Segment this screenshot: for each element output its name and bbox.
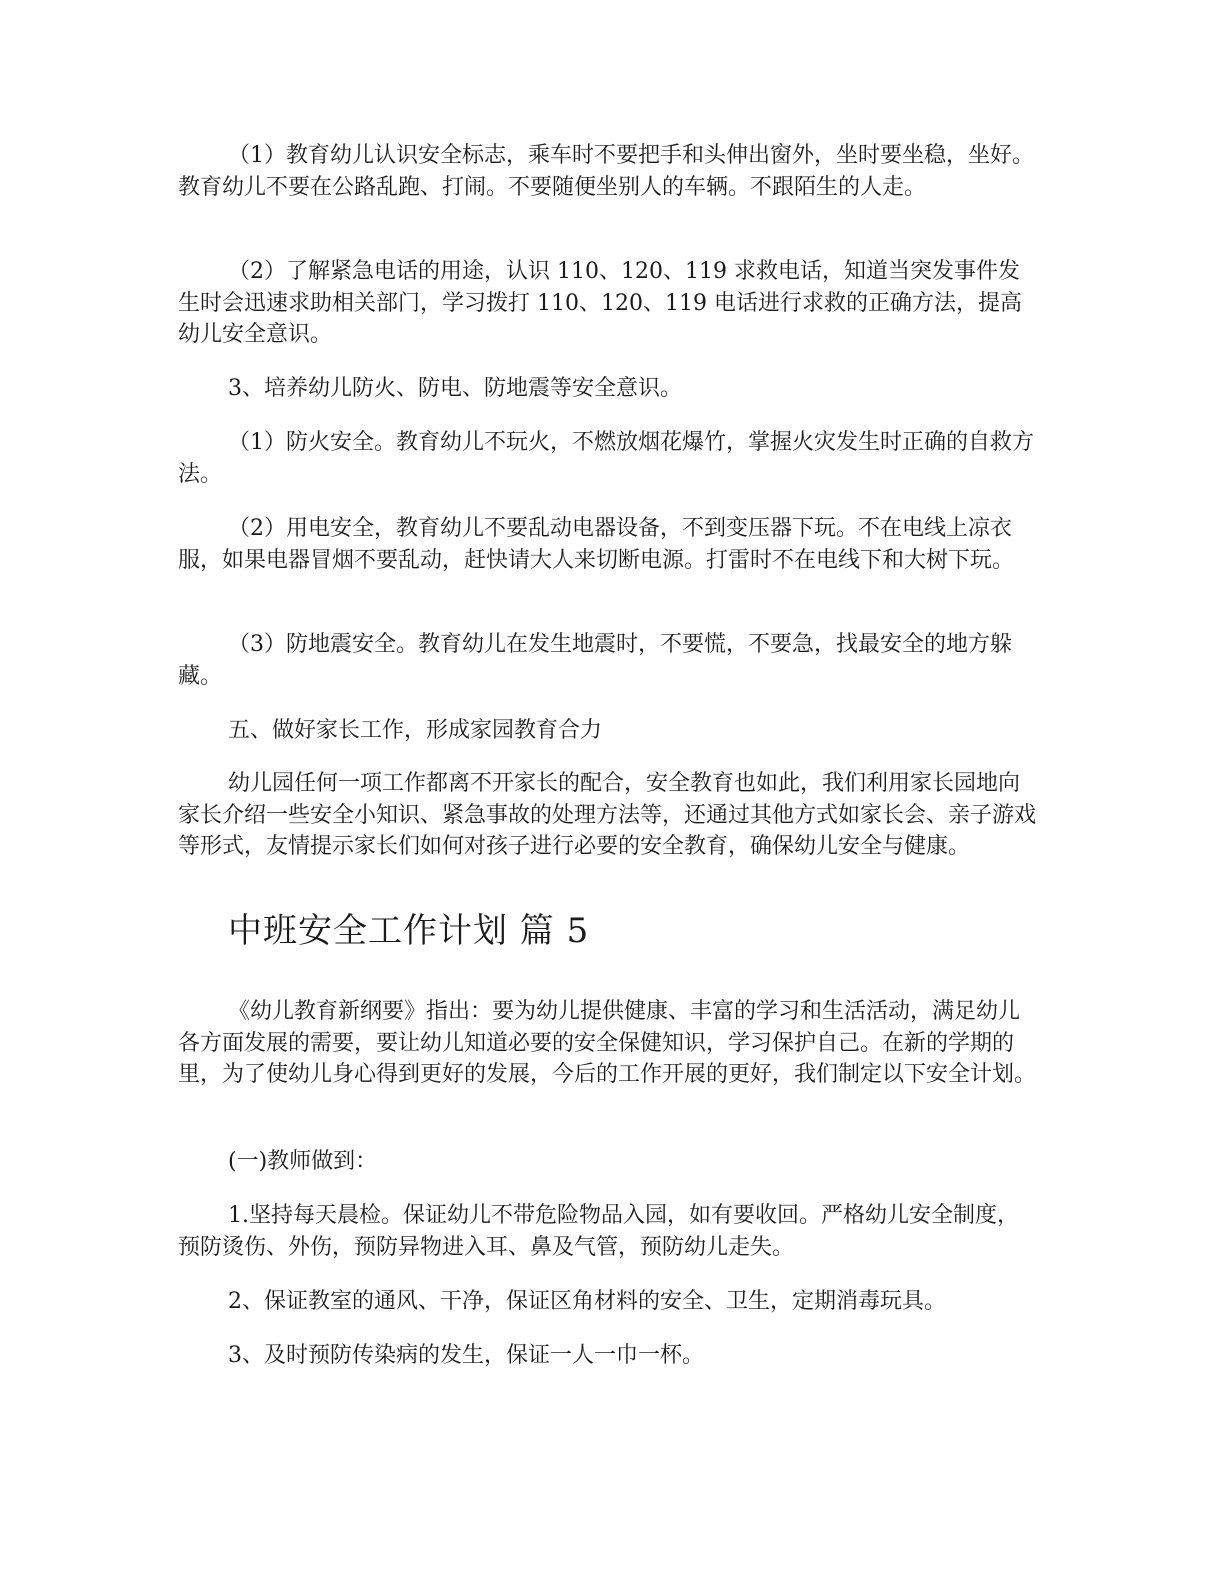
paragraph-electric-safety: （2）用电安全，教育幼儿不要乱动电器设备，不到变压器下玩。不在电线上凉衣服，如果电器冒烟不要乱动，赶快请大人来切断电源。打雷时不在电线下和大树下玩。 xyxy=(178,516,1015,573)
paragraph-morning-check: 1.坚持每天晨检。保证幼儿不带危险物品入园，如有要收回。严格幼儿安全制度，预防烫伤、外伤，预防异物进入耳、鼻及气管，预防幼儿走失。 xyxy=(178,1203,1019,1260)
paragraph-fire-safety: （1）防火安全。教育幼儿不玩火，不燃放烟花爆竹，掌握火灾发生时正确的自救方法。 xyxy=(178,430,1034,487)
paragraph-parent-cooperation: 幼儿园任何一项工作都离不开家长的配合，安全教育也如此，我们利用家长园地向家长介绍一些安全小知识、紧急事故的处理方法等，还通过其他方式如家长会、亲子游戏等形式，友情提示家长们如何对孩子进行必要的安全教育，确保幼儿安全与健康。 xyxy=(178,771,1037,859)
paragraph-classroom-hygiene: 2、保证教室的通风、干净，保证区角材料的安全、卫生，定期消毒玩具。 xyxy=(228,1289,946,1314)
paragraph-emergency-calls: （2）了解紧急电话的用途，认识 110、120、119 求救电话，知道当突发事件发生时会迅速求助相关部门，学习拨打 110、120、119 电话进行求救的正确方法，提高幼儿安全意识。 xyxy=(178,259,1022,347)
paragraph-earthquake-safety: （3）防地震安全。教育幼儿在发生地震时，不要慌，不要急，找最安全的地方躲藏。 xyxy=(178,632,1012,689)
paragraph-parent-work-title: 五、做好家长工作，形成家园教育合力 xyxy=(228,718,603,743)
paragraph-teacher-duties-title: (一)教师做到： xyxy=(228,1149,378,1174)
paragraph-traffic-safety: （1）教育幼儿认识安全标志，乘车时不要把手和头伸出窗外，坐时要坐稳，坐好。教育幼儿不要在公路乱跑、打闹。不要随便坐别人的车辆。不跟陌生的人走。 xyxy=(178,143,1034,200)
section-heading: 中班安全工作计划 篇 5 xyxy=(228,911,590,951)
paragraph-guideline-intro: 《幼儿教育新纲要》指出：要为幼儿提供健康、丰富的学习和生活活动，满足幼儿各方面发展的需要，要让幼儿知道必要的安全保健知识，学习保护自己。在新的学期的里，为了使幼儿身心得到更好的发展，今后的工作开展的更好，我们制定以下安全计划。 xyxy=(178,999,1037,1087)
paragraph-disease-prevention: 3、及时预防传染病的发生，保证一人一巾一杯。 xyxy=(228,1343,704,1368)
paragraph-safety-awareness: 3、培养幼儿防火、防电、防地震等安全意识。 xyxy=(228,376,682,401)
